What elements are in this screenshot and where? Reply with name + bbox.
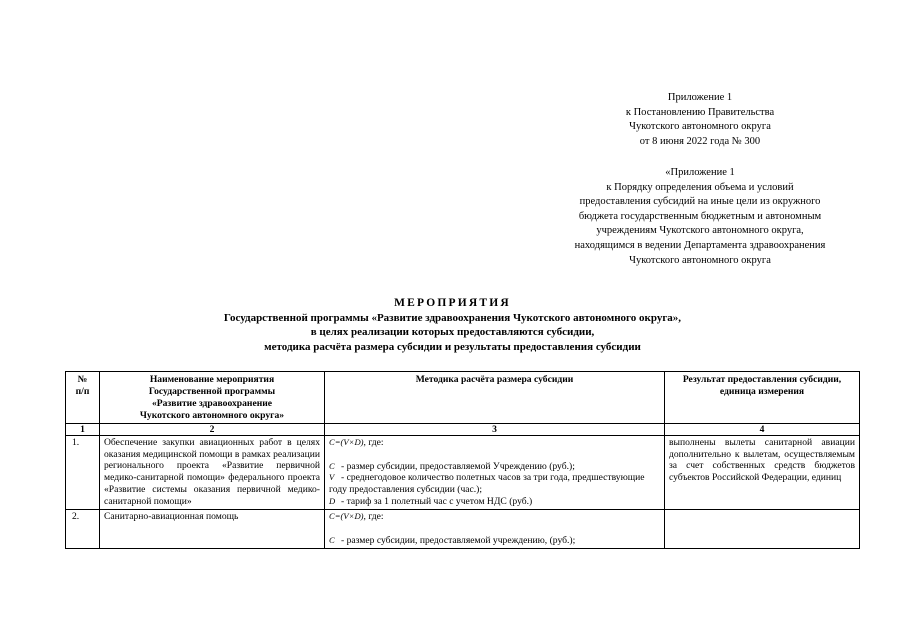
column-number-row	[66, 423, 860, 435]
row-num: 2.	[66, 510, 100, 549]
row-name: Обеспечение закупки авиационных работ в целях оказания медицинской помощи в рамках реализации регионального проекта «Развитие первичной медико-санитарной помощи» федерального проекта «Развитие системы оказания первичной медико-санитарной помощи»	[100, 435, 325, 510]
variable-definition	[329, 461, 660, 473]
variable-text: - среднегодовое количество полетных часов за три года, предшествующие году предоставления субсидии (час.);	[329, 472, 645, 496]
appendix-order-line: бюджета государственным бюджетным и автономным	[578, 210, 822, 222]
variable-text: - размер субсидии, предоставляемой учреждению, (руб.);	[341, 535, 576, 547]
variable-definition	[329, 496, 660, 508]
variable-definition	[329, 472, 660, 496]
header-name: Наименование мероприятия Государственной программы «Развитие здравоохранение Чукотского автономного округа»	[100, 372, 325, 424]
header-method: Методика расчёта размера субсидии	[325, 372, 665, 424]
table-row	[66, 510, 860, 549]
heading-line: методика расчёта размера субсидии и результаты предоставления субсидии	[264, 340, 641, 353]
column-number: 4	[665, 423, 860, 435]
variable-text: - тариф за 1 полетный час с учетом НДС (руб.)	[341, 496, 533, 508]
appendix-main-line: к Постановлению Правительства	[625, 106, 775, 118]
formula-suffix: , где:	[363, 511, 384, 523]
appendix-main-block	[600, 91, 800, 149]
heading-line: Государственной программы «Развитие здравоохранения Чукотского автономного округа»,	[223, 311, 682, 324]
variable-symbol: V	[329, 472, 335, 483]
measures-table	[65, 371, 860, 549]
column-number: 2	[100, 423, 325, 435]
row-method	[325, 435, 665, 510]
formula-expression: C=(V×D)	[329, 511, 364, 522]
document-heading	[60, 296, 845, 354]
row-num: 1.	[66, 435, 100, 510]
formula-suffix: , где:	[363, 436, 384, 448]
appendix-main-line: от 8 июня 2022 года № 300	[639, 135, 761, 147]
appendix-main-line: Приложение 1	[667, 92, 733, 103]
heading-line: в целях реализации которых предоставляются субсидии,	[310, 326, 595, 339]
appendix-order-block	[520, 166, 880, 268]
row-method	[325, 510, 665, 549]
row-result	[665, 510, 860, 549]
appendix-order-line: учреждениям Чукотского автономного округа,	[596, 225, 804, 237]
variable-text: - размер субсидии, предоставляемой Учреждению (руб.);	[341, 460, 575, 472]
table-header-row	[66, 372, 860, 424]
formula	[329, 437, 660, 449]
column-number: 1	[66, 423, 100, 435]
variable-symbol: D	[329, 496, 336, 507]
row-result: выполнены вылеты санитарной авиации дополнительно к вылетам, осуществляемым за счет собственных средств бюджетов субъектов Российской Федерации, единиц	[665, 435, 860, 510]
header-result: Результат предоставления субсидии, единица измерения	[665, 372, 860, 424]
variable-definition	[329, 535, 660, 547]
appendix-order-line: находящимся в ведении Департамента здравоохранения	[574, 239, 826, 251]
appendix-order-line: к Порядку определения объема и условий	[606, 181, 794, 193]
variable-symbol: C	[329, 460, 335, 471]
heading-title: МЕРОПРИЯТИЯ	[394, 297, 511, 309]
variable-symbol: C	[329, 535, 335, 546]
appendix-order-line: Чукотского автономного округа	[629, 254, 771, 266]
appendix-order-line: предоставления субсидий на иные цели из окружного	[579, 196, 821, 208]
column-number: 3	[325, 423, 665, 435]
formula-expression: C=(V×D)	[329, 436, 364, 447]
header-num: № п/п	[66, 372, 100, 424]
row-name: Санитарно-авиационная помощь	[100, 510, 325, 549]
appendix-order-line: «Приложение 1	[665, 167, 735, 178]
table-row	[66, 435, 860, 510]
appendix-main-line: Чукотского автономного округа	[629, 121, 771, 133]
formula	[329, 511, 660, 523]
